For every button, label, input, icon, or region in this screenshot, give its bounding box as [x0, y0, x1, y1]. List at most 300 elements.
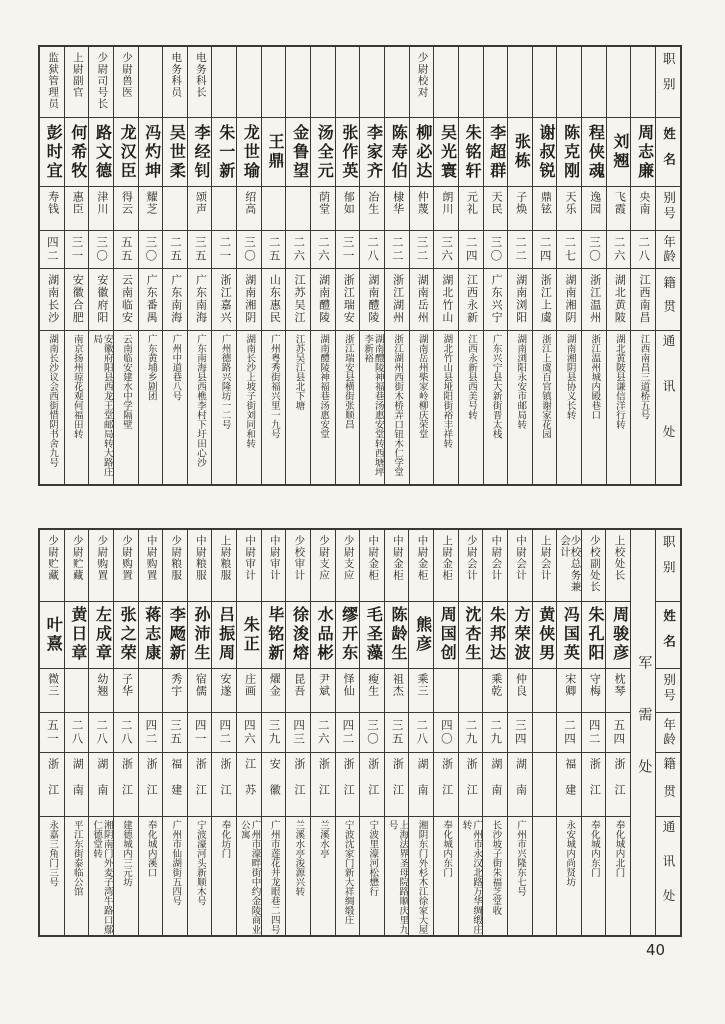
address-cell	[89, 331, 113, 484]
header-origin-text: 籍贯	[661, 756, 676, 812]
person-column	[507, 47, 532, 484]
alias-cell	[212, 669, 236, 713]
age-cell	[212, 231, 236, 269]
header-name-text: 姓名	[661, 126, 676, 178]
age-text: 二八	[366, 236, 379, 264]
address-text: 云南临安建水中学隔壁	[121, 333, 132, 429]
name-text: 李经钊	[192, 123, 210, 181]
job-cell	[212, 530, 236, 602]
alias-cell	[237, 187, 261, 231]
age-text: 三一	[341, 236, 354, 264]
name-cell	[557, 118, 581, 188]
address-text: 湖北黄陂县谦信洋行转	[613, 333, 624, 429]
job-text: 中尉购置	[145, 535, 157, 581]
age-text: 二八	[415, 719, 428, 746]
job-cell	[508, 47, 532, 118]
job-text: 电务科长	[194, 52, 206, 98]
origin-text: 安徽合肥	[71, 274, 84, 325]
person-column	[236, 530, 261, 935]
alias-text: 庄画	[243, 673, 256, 698]
header-job-cell	[656, 47, 680, 118]
job-text: 中尉粮服	[194, 535, 206, 581]
job-cell	[114, 47, 138, 118]
age-text: 二二	[514, 236, 527, 264]
address-text: 湖南岳州柴家岭柳庆荣堂	[416, 333, 427, 439]
address-text: 兰溪水亭	[318, 819, 328, 858]
origin-text: 云南临安	[120, 274, 133, 325]
alias-cell	[385, 669, 409, 713]
address-text: 宁波沈家门新大祥绸缎庄	[342, 819, 353, 925]
origin-cell	[360, 753, 384, 817]
name-text: 朱孔阳	[585, 606, 603, 664]
origin-text: 浙江上虞	[539, 274, 552, 325]
person-column	[113, 530, 138, 935]
name-cell	[582, 118, 606, 188]
name-cell	[40, 602, 64, 670]
alias-text: 天乐	[564, 191, 577, 216]
age-cell	[533, 713, 557, 753]
job-text: 上尉金柜	[441, 535, 453, 581]
section-label: 军需处	[636, 654, 652, 811]
age-cell	[114, 231, 138, 269]
address-cell	[311, 817, 335, 935]
age-cell	[114, 713, 138, 753]
alias-text: 安遂	[218, 673, 231, 698]
origin-cell	[508, 269, 532, 331]
address-text: 南京扬州琼花观何福田转	[71, 333, 82, 439]
person-column	[482, 530, 507, 935]
origin-text: 浙江	[317, 758, 330, 811]
name-text: 吴光寰	[438, 123, 456, 181]
address-cell	[409, 817, 433, 935]
job-text: 少尉粮服	[170, 535, 182, 581]
origin-cell	[262, 269, 286, 331]
header-name-text: 姓名	[661, 609, 676, 661]
name-cell	[434, 118, 458, 188]
origin-text: 湖北黄陂	[613, 274, 626, 325]
job-cell	[557, 47, 581, 118]
alias-cell	[65, 187, 89, 231]
name-cell	[483, 602, 507, 670]
name-text: 刘翘	[610, 133, 628, 172]
person-column	[605, 530, 630, 935]
name-text: 吕振周	[216, 606, 234, 664]
name-text: 张栋	[512, 133, 530, 172]
address-cell	[40, 817, 64, 935]
origin-cell	[631, 269, 655, 331]
header-alias-cell	[656, 669, 680, 713]
age-text: 三〇	[95, 236, 108, 264]
header-column	[655, 530, 680, 935]
job-text: 上校处长	[613, 535, 625, 581]
origin-text: 湖南醴陵	[366, 274, 379, 325]
name-cell	[262, 602, 286, 670]
alias-text: 冶生	[366, 191, 379, 216]
name-cell	[311, 602, 335, 670]
age-cell	[385, 713, 409, 753]
origin-text: 浙江温州	[588, 274, 601, 325]
origin-cell	[163, 753, 187, 817]
origin-text: 江苏	[243, 758, 256, 811]
person-column	[211, 530, 236, 935]
age-text: 三五	[168, 719, 181, 746]
job-cell	[188, 530, 212, 602]
job-text: 电务科员	[170, 52, 182, 98]
age-cell	[262, 713, 286, 753]
address-text: 湘阴东门外杉木江徐家大屋	[416, 819, 427, 934]
age-cell	[557, 231, 581, 269]
origin-cell	[434, 753, 458, 817]
alias-cell	[483, 669, 507, 713]
age-text: 三〇	[365, 719, 378, 746]
address-cell	[582, 331, 606, 484]
name-cell	[459, 118, 483, 188]
origin-cell	[459, 753, 483, 817]
address-text: 湖南长沙议会西街惜阴书舍九号	[47, 333, 58, 467]
name-text: 蒋志康	[142, 606, 160, 664]
name-text: 朱正	[241, 615, 259, 654]
origin-text: 浙江湖州	[391, 274, 404, 325]
age-cell	[631, 231, 655, 269]
origin-cell	[212, 269, 236, 331]
alias-cell	[360, 669, 384, 713]
age-text: 二九	[489, 719, 502, 746]
job-cell	[139, 47, 163, 118]
name-text: 龙汉臣	[118, 123, 136, 181]
age-text: 四二	[587, 719, 600, 746]
name-cell	[212, 602, 236, 670]
name-text: 左成章	[93, 606, 111, 664]
origin-text: 安徽府阳	[95, 274, 108, 325]
name-cell	[114, 118, 138, 188]
job-text: 监狱管理员	[47, 52, 59, 110]
name-text: 缪开东	[339, 606, 357, 664]
job-cell	[409, 530, 433, 602]
name-text: 李飏新	[167, 606, 185, 664]
name-text: 李超群	[487, 123, 505, 181]
address-text: 广州市濠畔街中约金陵商业公寓	[238, 819, 260, 934]
address-text: 建德城内三元坊	[121, 819, 131, 887]
address-text: 广州市永汉北路万华绸缎庄转	[460, 819, 482, 934]
name-cell	[114, 602, 138, 670]
name-text: 朱一新	[216, 123, 234, 181]
origin-cell	[311, 753, 335, 817]
address-text: 广东南海县西樵李村下圩田心沙	[194, 333, 205, 467]
name-text: 周骏彦	[610, 606, 628, 664]
origin-text: 浙江瑞安	[342, 274, 355, 325]
alias-text: 枕琴	[612, 673, 625, 698]
origin-cell	[557, 753, 581, 817]
name-cell	[40, 118, 64, 188]
name-text: 黄侠男	[536, 606, 554, 664]
alias-cell	[336, 669, 360, 713]
alias-text: 棣华	[391, 191, 404, 216]
origin-cell	[139, 269, 163, 331]
address-text: 湖北竹山县垭阳街裕丰祥转	[441, 333, 452, 448]
address-text: 江西南昌三道桥五号	[638, 333, 649, 420]
address-cell	[631, 331, 655, 484]
person-column	[88, 47, 113, 484]
age-cell	[508, 231, 532, 269]
alias-text: 瘦生	[366, 673, 379, 698]
address-text: 安徽府阳县西龙王堂邮局转大路庄局	[91, 333, 112, 477]
job-text: 上尉粮服	[219, 535, 231, 581]
alias-cell	[65, 669, 89, 713]
job-cell	[286, 47, 310, 118]
alias-text: 荫堂	[317, 191, 330, 216]
age-cell	[188, 713, 212, 753]
name-cell	[286, 118, 310, 188]
name-cell	[631, 118, 655, 188]
address-text: 浙江湖州西街木桥弄口钮木仁学堂	[392, 333, 403, 477]
origin-text: 福建	[169, 758, 182, 811]
person-column	[556, 530, 581, 935]
address-text: 湖南醴陵神福巷汤惠安堂转西塘坪李新裕	[362, 333, 383, 477]
alias-cell	[139, 187, 163, 231]
alias-cell	[409, 669, 433, 713]
name-text: 程侠魂	[586, 123, 604, 181]
address-text: 江苏吴江县北下塘	[293, 333, 304, 410]
address-cell	[533, 331, 557, 484]
person-column	[211, 47, 236, 484]
age-cell	[459, 231, 483, 269]
origin-cell	[360, 269, 384, 331]
address-cell	[311, 331, 335, 484]
age-text: 三五	[193, 236, 206, 264]
alias-text: 寿钱	[46, 191, 59, 216]
address-cell	[557, 331, 581, 484]
alias-cell	[557, 669, 581, 713]
name-cell	[385, 602, 409, 670]
name-cell	[336, 602, 360, 670]
job-cell	[631, 47, 655, 118]
address-text: 广州市兴隆东七号	[515, 819, 525, 896]
job-text: 少校副处长	[588, 535, 600, 593]
origin-cell	[410, 269, 434, 331]
age-cell	[163, 231, 187, 269]
roster-table-top	[38, 45, 682, 486]
name-cell	[139, 602, 163, 670]
origin-cell	[286, 269, 310, 331]
person-column	[433, 47, 458, 484]
name-text: 方荣波	[512, 606, 530, 664]
origin-cell	[65, 753, 89, 817]
name-text: 徐浚熔	[290, 606, 308, 664]
origin-cell	[188, 753, 212, 817]
name-cell	[212, 118, 236, 188]
origin-cell	[139, 753, 163, 817]
address-cell	[385, 817, 409, 935]
origin-cell	[114, 753, 138, 817]
origin-cell	[311, 269, 335, 331]
job-text: 中尉金柜	[391, 535, 403, 581]
alias-cell	[188, 669, 212, 713]
address-text: 广州市仙湖街五四号	[170, 819, 181, 906]
age-text: 三〇	[242, 236, 255, 264]
person-column	[40, 47, 64, 484]
name-cell	[65, 602, 89, 670]
address-cell	[360, 331, 384, 484]
age-text: 四六	[242, 719, 255, 746]
name-text: 毛圣藻	[364, 606, 382, 664]
alias-cell	[188, 187, 212, 231]
age-cell	[65, 231, 89, 269]
origin-cell	[508, 753, 532, 817]
name-text: 朱铭轩	[463, 123, 481, 181]
age-cell	[188, 231, 212, 269]
page-number: 40	[646, 941, 666, 959]
alias-text: 祖杰	[391, 673, 404, 698]
alias-cell	[631, 187, 655, 231]
job-cell	[89, 47, 113, 118]
job-cell	[434, 47, 458, 118]
origin-cell	[409, 753, 433, 817]
address-cell	[508, 331, 532, 484]
person-column	[261, 47, 286, 484]
job-cell	[311, 530, 335, 602]
job-cell	[360, 530, 384, 602]
name-text: 水品彬	[315, 606, 333, 664]
job-cell	[311, 47, 335, 118]
job-cell	[65, 530, 89, 602]
age-cell	[582, 713, 606, 753]
job-cell	[582, 530, 606, 602]
job-text: 少尉支应	[317, 535, 329, 581]
person-column	[532, 47, 557, 484]
age-text: 三五	[390, 719, 403, 746]
name-cell	[89, 118, 113, 188]
header-address-cell	[656, 331, 680, 484]
age-text: 四二	[144, 719, 157, 746]
name-text: 李家齐	[364, 123, 382, 181]
job-cell	[533, 530, 557, 602]
address-text: 湘阴南门外麦子湾牛路口鄢仁德堂转	[91, 819, 112, 934]
job-cell	[262, 530, 286, 602]
job-text: 少尉支应	[342, 535, 354, 581]
address-cell	[65, 817, 89, 935]
address-text: 湖南湘阴县协义长转	[564, 333, 575, 420]
alias-text: 乘三	[415, 673, 428, 698]
origin-cell	[533, 269, 557, 331]
job-cell	[163, 47, 187, 118]
address-text: 广州德路兴隆坊一二号	[219, 333, 230, 429]
address-cell	[237, 817, 261, 935]
person-column	[581, 530, 606, 935]
alias-text: 耀芝	[145, 191, 158, 216]
age-cell	[311, 713, 335, 753]
job-cell	[114, 530, 138, 602]
header-column	[655, 47, 680, 484]
alias-text: 颂声	[194, 191, 207, 216]
age-text: 三一	[70, 236, 83, 264]
alias-text: 津川	[95, 191, 108, 216]
origin-text: 广东兴宁	[490, 274, 503, 325]
job-cell	[65, 47, 89, 118]
origin-text: 江西永新	[465, 274, 478, 325]
age-cell	[459, 713, 483, 753]
name-cell	[557, 602, 581, 670]
person-column	[581, 47, 606, 484]
name-text: 周国创	[438, 606, 456, 664]
job-cell	[336, 530, 360, 602]
age-text: 三九	[267, 719, 280, 746]
address-cell	[434, 331, 458, 484]
address-cell	[385, 331, 409, 484]
name-cell	[237, 602, 261, 670]
age-cell	[557, 713, 581, 753]
alias-text: 乘乾	[489, 673, 502, 698]
person-column	[507, 530, 532, 935]
person-column	[310, 47, 335, 484]
name-cell	[188, 118, 212, 188]
origin-cell	[237, 753, 261, 817]
age-cell	[65, 713, 89, 753]
job-text: 少尉购置	[96, 535, 108, 581]
job-cell	[607, 47, 631, 118]
name-cell	[336, 118, 360, 188]
origin-text: 湖南	[514, 758, 527, 811]
age-cell	[212, 713, 236, 753]
name-cell	[163, 602, 187, 670]
origin-cell	[385, 753, 409, 817]
origin-cell	[606, 753, 630, 817]
address-cell	[286, 331, 310, 484]
job-cell	[89, 530, 113, 602]
person-column	[64, 530, 89, 935]
origin-text: 湖南长沙	[46, 274, 59, 325]
alias-cell	[40, 669, 64, 713]
address-cell	[434, 817, 458, 935]
age-text: 二六	[316, 236, 329, 264]
address-cell	[286, 817, 310, 935]
age-cell	[606, 713, 630, 753]
name-cell	[188, 602, 212, 670]
alias-text: 秀宇	[169, 673, 182, 698]
header-alias-text: 别号	[661, 191, 676, 223]
origin-text: 江西南昌	[637, 274, 650, 325]
name-cell	[237, 118, 261, 188]
alias-cell	[40, 187, 64, 231]
alias-cell	[262, 669, 286, 713]
name-cell	[262, 118, 286, 188]
origin-text: 湖南	[71, 758, 84, 811]
origin-cell	[262, 753, 286, 817]
person-column	[335, 530, 360, 935]
address-text: 奉化城内北门	[613, 819, 624, 877]
alias-text: 昆吾	[292, 673, 305, 698]
address-cell	[114, 817, 138, 935]
person-column	[285, 530, 310, 935]
age-cell	[607, 231, 631, 269]
job-cell	[483, 530, 507, 602]
name-cell	[484, 118, 508, 188]
origin-text: 浙江	[612, 758, 625, 811]
name-text: 陈寿伯	[389, 123, 407, 181]
age-cell	[286, 713, 310, 753]
alias-text: 燿金	[268, 673, 281, 698]
person-column	[359, 47, 384, 484]
name-text: 沈杏生	[462, 606, 480, 664]
address-cell	[163, 331, 187, 484]
name-cell	[360, 602, 384, 670]
person-column	[556, 47, 581, 484]
address-cell	[459, 817, 483, 935]
header-name-cell	[656, 602, 680, 670]
name-text: 金鲁望	[290, 123, 308, 181]
name-text: 龙世瑜	[241, 123, 259, 181]
origin-text: 浙江	[440, 758, 453, 811]
header-job-cell	[656, 530, 680, 602]
